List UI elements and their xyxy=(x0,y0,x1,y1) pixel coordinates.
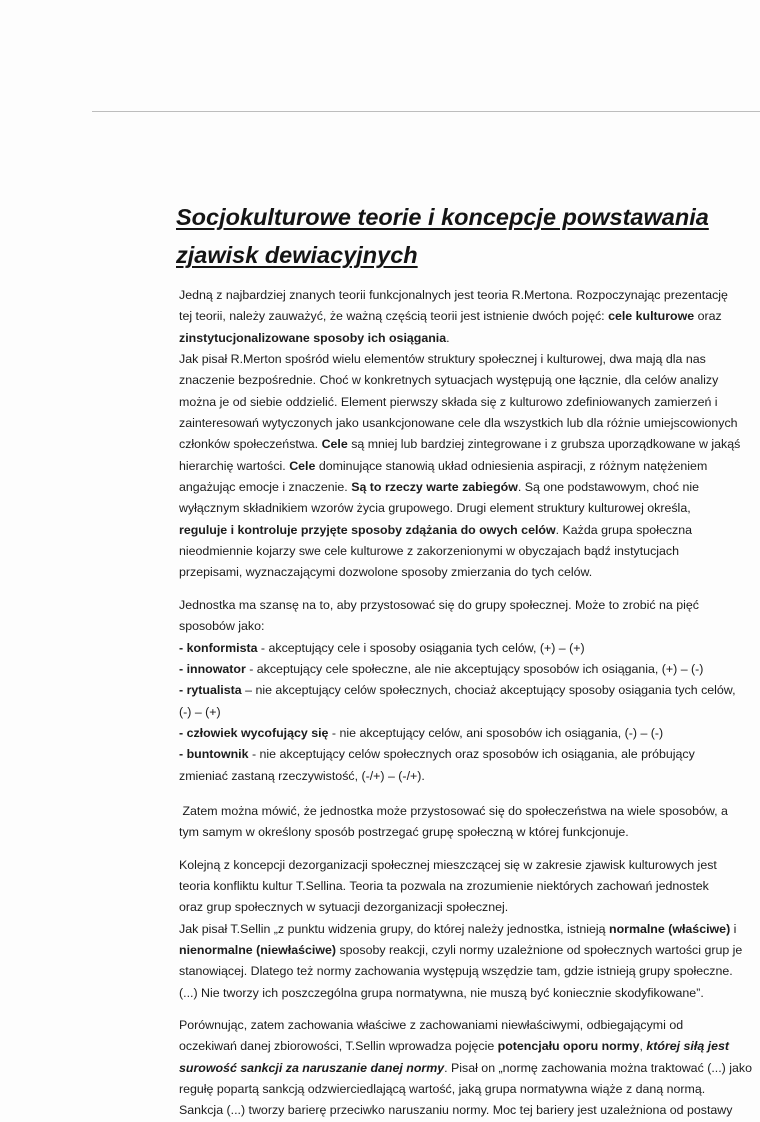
title-line-1: Socjokulturowe teorie i koncepcje powstawania xyxy=(176,204,709,230)
text-line: tym samym w określony sposób postrzegać grupę społeczną w której funkcjonuje. xyxy=(179,825,629,840)
text-line: Jedną z najbardziej znanych teorii funkcjonalnych jest teoria R.Mertona. Rozpoczynając prezentację xyxy=(179,288,728,302)
page-title xyxy=(176,198,756,274)
bold-term: reguluje i kontroluje przyjęte sposoby zdążania do owych celów xyxy=(179,522,556,537)
bold-italic-term: której siłą jest xyxy=(646,1039,730,1054)
text-line: Zatem można mówić, że jednostka może przystosować się do społeczeństwa na wiele sposobów, a xyxy=(179,803,728,818)
text-line: Kolejną z koncepcji dezorganizacji społecznej mieszczącej się w zakresie zjawisk kulturowych jest xyxy=(179,857,717,872)
text-line: Jak pisał R.Merton spośród wielu elementów struktury społecznej i kulturowej, dwa mają dla nas xyxy=(179,352,706,367)
text-line: teoria konfliktu kultur T.Sellina. Teoria ta pozwala na zrozumienie niektórych zachowań jednostek xyxy=(179,878,709,893)
bold-term: Są to rzeczy warte zabiegów xyxy=(351,480,518,495)
text-line: surowość sankcji za naruszanie danej normy. Pisał on „normę zachowania można traktować (...) jako xyxy=(179,1060,752,1075)
text-line: sposobów jako: xyxy=(179,619,265,634)
paragraph-conclusion xyxy=(179,801,760,844)
bold-term: potencjału oporu normy xyxy=(497,1039,640,1054)
page-top-rule xyxy=(92,111,760,112)
list-item-wycofujacy: - człowiek wycofujący się - nie akceptujący celów, ani sposobów ich osiągania, (-) – (-) xyxy=(179,725,664,740)
text-line: przepisami, wyznaczającymi dozwolone sposoby zmierzania do tych celów. xyxy=(179,565,593,580)
paragraph-norm-resistance xyxy=(179,1015,760,1122)
text-line: stanowiącej. Dlatego też normy zachowania występują wszędzie tam, gdzie istnieją grupy społeczne. xyxy=(179,964,733,979)
text-line: członków społeczeństwa. Cele są mniej lub bardziej zintegrowane i z grubsza uporządkowane w jakąś xyxy=(179,437,741,452)
bold-italic-term: surowość sankcji za naruszanie danej normy xyxy=(179,1060,445,1075)
text-line: reguluje i kontroluje przyjęte sposoby zdążania do owych celów. Każda grupa społeczna xyxy=(179,522,693,537)
bold-term: normalne (właściwe) xyxy=(609,921,731,936)
text-line: regułę popartą sankcją odzwierciedlającą wartość, jaką grupa normatywna wiąże z daną normą. xyxy=(179,1082,706,1097)
text-line: Sankcja (...) tworzy barierę przeciwko naruszaniu normy. Moc tej bariery jest uzależniona od postawy xyxy=(179,1103,733,1118)
list-item-buntownik: - buntownik - nie akceptujący celów społecznych oraz sposobów ich osiągania, ale próbujący xyxy=(179,747,695,762)
paragraph-adaptation-types xyxy=(179,595,760,787)
text-line: wyłącznym składnikiem wzorów życia grupowego. Drugi element struktury kulturowej określa, xyxy=(179,501,691,516)
list-item-innowator: - innowator - akceptujący cele społeczne, ale nie akceptujący sposobów ich osiągania, (+) – (-) xyxy=(179,661,704,676)
text-line: oczekiwań danej zbiorowości, T.Sellin wprowadza pojęcie potencjału oporu normy, której siłą jest xyxy=(179,1039,730,1054)
list-item-rytualista: - rytualista – nie akceptujący celów społecznych, chociaż akceptujący sposoby osiągania tych celów, xyxy=(179,683,736,698)
document-body xyxy=(179,285,760,1122)
title-line-2: zjawisk dewiacyjnych xyxy=(176,242,418,268)
text-line: Jak pisał T.Sellin „z punktu widzenia grupy, do której należy jednostka, istnieją normalne (właściwe) i xyxy=(179,921,737,936)
bold-term: zinstytucjonalizowane sposoby ich osiągania xyxy=(179,330,447,345)
text-line: oraz grup społecznych w sytuacji dezorganizacji społecznej. xyxy=(179,900,509,915)
text-line: zmieniać zastaną rzeczywistość, (-/+) – (-/+). xyxy=(179,768,425,783)
text-line: można je od siebie oddzielić. Element pierwszy składa się z kulturowo zdefiniowanych zamierzeń i xyxy=(179,394,718,409)
text-line: nieodmiennie kojarzy swe cele kulturowe z zakorzenionymi w obyczajach bądź instytucjach xyxy=(179,544,679,559)
paragraph-sellin xyxy=(179,855,760,1004)
text-line: Jednostka ma szansę na to, aby przystosować się do grupy społecznej. Może to zrobić na pięć xyxy=(179,597,699,612)
bold-term: Cele xyxy=(289,458,316,473)
bold-term: cele kulturowe xyxy=(608,309,695,324)
text-line: (-) – (+) xyxy=(179,704,221,719)
text-line: tej teorii, należy zauważyć, że ważną częścią teorii jest istnienie dwóch pojęć: cele kulturowe oraz xyxy=(179,309,722,324)
text-line: znaczenie bezpośrednie. Choć w konkretnych sytuacjach występują one łącznie, dla celów analizy xyxy=(179,373,719,388)
bold-term: nienormalne (niewłaściwe) xyxy=(179,942,336,957)
paragraph-merton-intro xyxy=(179,285,760,584)
text-line: zinstytucjonalizowane sposoby ich osiągania. xyxy=(179,330,450,345)
text-line: angażując emocje i znaczenie. Są to rzeczy warte zabiegów. Są one podstawowym, choć nie xyxy=(179,480,699,495)
bold-term: Cele xyxy=(321,437,348,452)
text-line: (...) Nie tworzy ich poszczególna grupa normatywna, nie muszą być koniecznie skodyfikowane”. xyxy=(179,985,704,1000)
text-line: zainteresowań wytyczonych jako usankcjonowane cele dla wszystkich lub dla różnie umiejscowionych xyxy=(179,416,738,431)
text-line: Porównując, zatem zachowania właściwe z zachowaniami niewłaściwymi, odbiegającymi od xyxy=(179,1018,684,1032)
list-item-konformista: - konformista - akceptujący cele i sposoby osiągania tych celów, (+) – (+) xyxy=(179,640,585,655)
text-line: nienormalne (niewłaściwe) sposoby reakcji, czyli normy uzależnione od społecznych wartości grup je xyxy=(179,942,743,957)
text-line: hierarchię wartości. Cele dominujące stanowią układ odniesienia aspiracji, z różnym natężeniem xyxy=(179,458,708,473)
